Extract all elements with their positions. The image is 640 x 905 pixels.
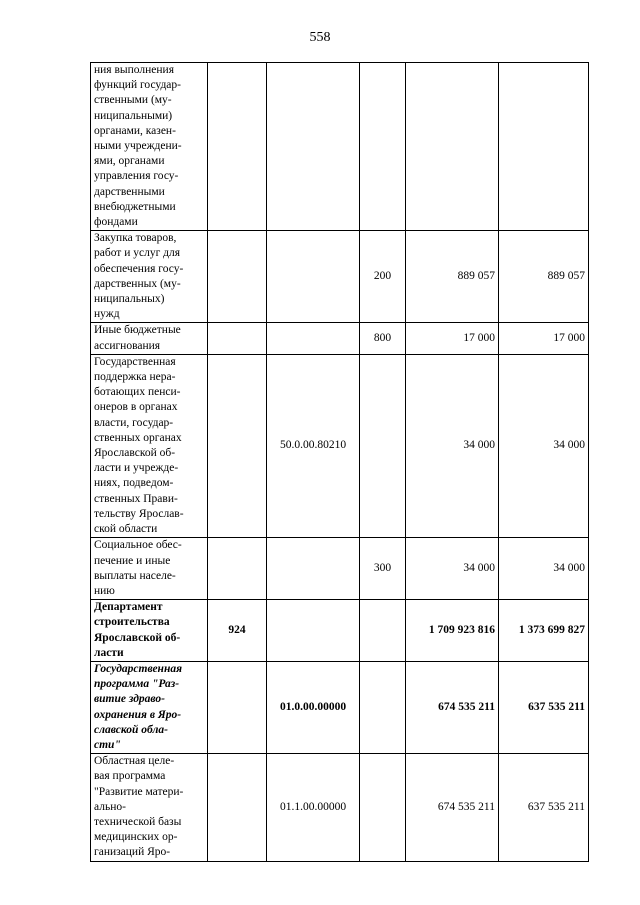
row-name-cell	[91, 600, 208, 662]
row-name-line: Социальное обес-	[94, 539, 182, 552]
row-name-line: поддержка нера-	[94, 371, 176, 384]
table-row	[91, 600, 589, 662]
row-name-cell	[91, 323, 208, 354]
amount-year2-cell: 637 535 211	[499, 661, 589, 753]
amount-year2-cell	[499, 63, 589, 231]
row-name-line: строительства	[94, 616, 170, 629]
row-name-line: управления госу-	[94, 170, 179, 183]
row-name-line: ния выполнения	[94, 64, 174, 76]
amount-year1-cell: 674 535 211	[406, 661, 499, 753]
amount-year1-cell: 17 000	[406, 323, 499, 354]
amount-year1-cell: 674 535 211	[406, 754, 499, 861]
row-name-cell	[91, 754, 208, 861]
row-name-line: Департамент	[94, 601, 163, 614]
row-name-line: обеспечения госу-	[94, 262, 184, 275]
target-article-cell: 01.1.00.00000	[267, 754, 360, 861]
amount-year2-cell: 1 373 699 827	[499, 600, 589, 662]
row-name-line: Закупка товаров,	[94, 232, 177, 245]
ministry-code-cell	[208, 354, 267, 537]
expense-type-cell	[360, 754, 406, 861]
row-name-line: ственных Прави-	[94, 492, 178, 505]
expense-type-cell	[360, 661, 406, 753]
amount-year2-cell: 34 000	[499, 538, 589, 600]
row-name-line: дарственными	[94, 185, 165, 198]
ministry-code-cell: 924	[208, 600, 267, 662]
row-name-line: Ярославской об-	[94, 631, 181, 644]
target-article-cell	[267, 231, 360, 323]
row-name-line: "Развитие матери-	[94, 785, 184, 798]
table-row	[91, 754, 589, 861]
row-name-line: ниях, подведом-	[94, 477, 174, 490]
row-name-line: Областная целе-	[94, 755, 175, 768]
ministry-code-cell	[208, 231, 267, 323]
table-row	[91, 63, 589, 231]
row-name-line: функций государ-	[94, 79, 181, 92]
row-name-line: Ярославской об-	[94, 447, 176, 460]
table-row	[91, 661, 589, 753]
row-name-line: онеров в органах	[94, 401, 178, 414]
row-name-line: ганизаций Яро-	[94, 846, 171, 859]
expense-type-cell	[360, 63, 406, 231]
row-name-line: ласти и учрежде-	[94, 462, 179, 475]
row-name-line: ными учреждени-	[94, 140, 182, 153]
table-row	[91, 323, 589, 354]
row-name-line: ской области	[94, 523, 158, 536]
row-name-line: вая программа	[94, 770, 166, 783]
ministry-code-cell	[208, 661, 267, 753]
table-row	[91, 231, 589, 323]
row-name-cell	[91, 661, 208, 753]
ministry-code-cell	[208, 754, 267, 861]
row-name-cell	[91, 63, 208, 231]
row-name-line: ально-	[94, 800, 126, 813]
row-name-cell	[91, 538, 208, 600]
row-name-line: нию	[94, 584, 115, 597]
amount-year2-cell: 34 000	[499, 354, 589, 537]
row-name-line: технической базы	[94, 815, 182, 828]
target-article-cell	[267, 323, 360, 354]
row-name-cell	[91, 231, 208, 323]
row-name-line: сти"	[94, 738, 121, 751]
expense-type-cell: 200	[360, 231, 406, 323]
amount-year2-cell: 889 057	[499, 231, 589, 323]
row-name-line: Иные бюджетные	[94, 324, 181, 337]
row-name-line: ниципальных)	[94, 293, 165, 306]
row-name-line: ласти	[94, 646, 124, 659]
row-name-line: тельству Ярослав-	[94, 507, 184, 520]
target-article-cell	[267, 538, 360, 600]
row-name-line: Государственная	[94, 662, 182, 675]
budget-table	[90, 62, 589, 862]
target-article-cell: 01.0.00.00000	[267, 661, 360, 753]
target-article-cell	[267, 600, 360, 662]
amount-year1-cell: 34 000	[406, 354, 499, 537]
ministry-code-cell	[208, 538, 267, 600]
ministry-code-cell	[208, 323, 267, 354]
row-name-line: ниципальными)	[94, 109, 173, 122]
row-name-line: фондами	[94, 216, 138, 229]
amount-year1-cell	[406, 63, 499, 231]
row-name-line: власти, государ-	[94, 416, 174, 429]
amount-year1-cell: 889 057	[406, 231, 499, 323]
amount-year1-cell: 34 000	[406, 538, 499, 600]
expense-type-cell: 800	[360, 323, 406, 354]
amount-year2-cell: 637 535 211	[499, 754, 589, 861]
expense-type-cell	[360, 354, 406, 537]
row-name-line: выплаты населе-	[94, 569, 176, 582]
row-name-line: печение и иные	[94, 554, 171, 567]
row-name-cell	[91, 354, 208, 537]
expense-type-cell: 300	[360, 538, 406, 600]
row-name-line: медицинских ор-	[94, 831, 178, 844]
row-name-line: ассигнования	[94, 339, 161, 352]
row-name-line: витие здраво-	[94, 693, 165, 706]
target-article-cell: 50.0.00.80210	[267, 354, 360, 537]
row-name-line: славской обла-	[94, 723, 168, 736]
row-name-line: охранения в Яро-	[94, 708, 182, 721]
row-name-line: работ и услуг для	[94, 247, 181, 260]
table-row	[91, 538, 589, 600]
ministry-code-cell	[208, 63, 267, 231]
page-number: 558	[309, 30, 331, 45]
amount-year2-cell: 17 000	[499, 323, 589, 354]
row-name-line: ственных органах	[94, 431, 182, 444]
expense-type-cell	[360, 600, 406, 662]
row-name-line: дарственных (му-	[94, 277, 181, 290]
row-name-line: внебюджетными	[94, 200, 176, 213]
row-name-line: ями, органами	[94, 155, 165, 168]
target-article-cell	[267, 63, 360, 231]
row-name-line: программа "Раз-	[94, 678, 180, 691]
row-name-line: ственными (му-	[94, 94, 172, 107]
row-name-line: органами, казен-	[94, 124, 176, 137]
row-name-line: Государственная	[94, 355, 176, 368]
row-name-line: ботающих пенси-	[94, 386, 181, 399]
amount-year1-cell: 1 709 923 816	[406, 600, 499, 662]
table-row	[91, 354, 589, 537]
row-name-line: нужд	[94, 308, 120, 321]
